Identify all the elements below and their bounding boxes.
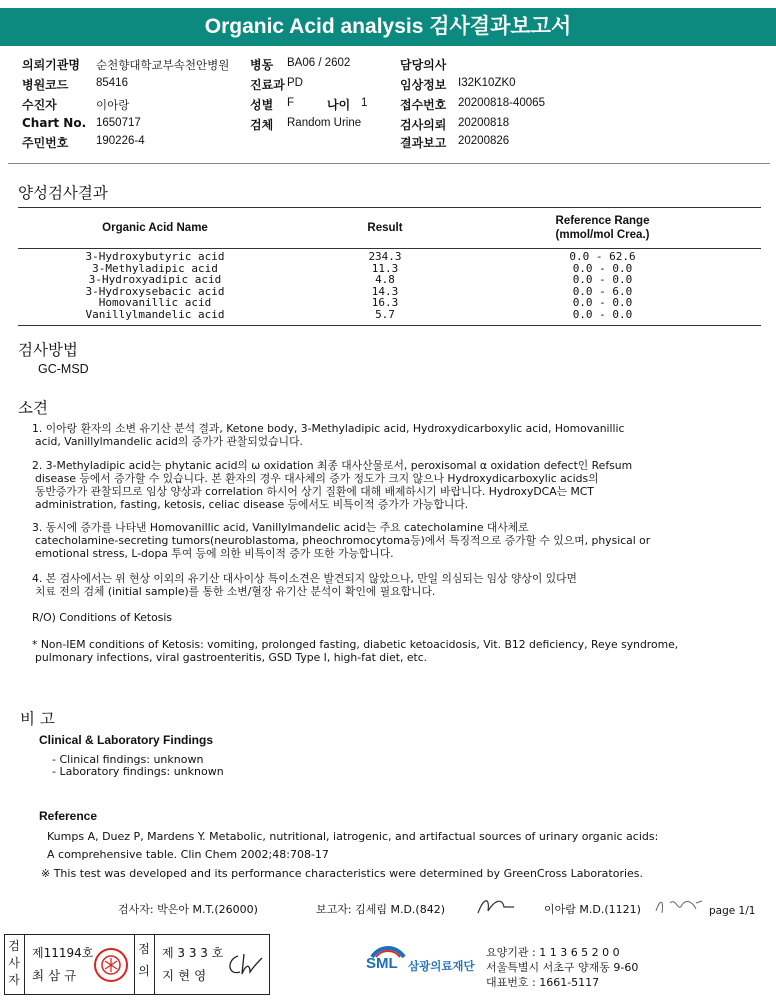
value-accession-no: 20200818-40065 — [458, 97, 545, 109]
value-clinical-info: I32K10ZK0 — [458, 77, 516, 89]
footer-box-left — [4, 934, 5, 995]
footer-box-divider — [134, 934, 135, 995]
label-age: 나이 — [327, 98, 351, 112]
cell-result: 16.3 — [371, 296, 399, 310]
value-patient: 이아랑 — [96, 100, 130, 112]
reference-line: Kumps A, Duez P, Mardens Y. Metabolic, nutritional, iatrogenic, and artifactual sources of urinary organic acids: — [47, 830, 659, 843]
cell-ref: 0.0 - 62.6 — [569, 250, 636, 263]
cell-name: 3-Hydroxysebacic acid — [85, 284, 225, 298]
rule-out-text: R/O) Conditions of Ketosis — [32, 611, 172, 624]
value-chart-no: 1650717 — [96, 117, 141, 129]
cell-result: 14.3 — [371, 284, 399, 298]
value-request-date: 20200818 — [458, 117, 510, 129]
disclaimer: ※ This test was developed and its performance characteristics were determined by GreenCross Laboratories. — [41, 867, 644, 880]
table-top-rule — [18, 207, 761, 208]
cell-name: 3-Hydroxyadipic acid — [88, 273, 222, 287]
label-resident-no: 주민번호 — [22, 136, 69, 150]
finding-line: 2. 3-Methyladipic acid는 phytanic acid의 ω oxidation 최종 대사산물로서, peroxisomal α oxidation defect인 Refsum — [32, 459, 633, 472]
ketosis-note — [32, 638, 678, 664]
label-specimen: 검체 — [250, 118, 274, 132]
finding-paragraph-1 — [32, 422, 625, 448]
cell-ref: 0.0 - 6.0 — [572, 284, 633, 298]
section-title-positive-results: 양성검사결과 — [18, 184, 108, 202]
cell-ref: 0.0 - 0.0 — [572, 296, 633, 310]
page-number: page 1/1 — [709, 905, 756, 917]
report-title: Organic Acid analysis 검사결과보고서 — [204, 15, 572, 38]
finding-paragraph-3 — [32, 521, 650, 560]
method-value: GC-MSD — [38, 362, 89, 376]
footer-box-divider — [24, 934, 25, 995]
third-signature-mark — [652, 893, 708, 919]
table-header-rule — [18, 248, 761, 249]
finding-line: 동반증가가 관찰되므로 임상 양상과 correlation 하시어 상기 질환에 대해 배제하시기 바랍니다. HydroxyDCA는 MCT — [35, 485, 594, 498]
address: 서울특별시 서초구 양재동 9-60 — [486, 961, 639, 974]
section-title-method: 검사방법 — [18, 341, 78, 359]
label-patient: 수진자 — [22, 98, 57, 112]
box2-license-no: 제 3 3 3 호 — [162, 946, 224, 960]
section-title-remarks: 비 고 — [20, 710, 55, 728]
note-line: * Non-IEM conditions of Ketosis: vomiting, prolonged fasting, diabetic ketoacidosis, Vit. B12 deficiency, Reye syndrome, — [32, 638, 679, 651]
value-department: PD — [287, 77, 303, 89]
phone: 대표번호 : 1661-5117 — [486, 976, 600, 989]
label-accession-no: 접수번호 — [400, 98, 447, 112]
note-line: pulmonary infections, viral gastroenteritis, GSD Type I, high-fat diet, etc. — [35, 651, 428, 664]
clinical-line: - Clinical findings: unknown — [52, 753, 204, 766]
cell-name: Vanillylmandelic acid — [85, 308, 225, 321]
label-request-date: 검사의뢰 — [400, 118, 447, 132]
cell-name: Homovanillic acid — [98, 296, 212, 310]
label-department: 진료과 — [250, 78, 285, 92]
label-doctor: 담당의사 — [400, 58, 447, 72]
value-requesting-institution: 순천향대학교부속천안병원 — [96, 60, 230, 72]
finding-line: 1. 이아랑 환자의 소변 유기산 분석 결과, Ketone body, 3-Methyladipic acid, Hydroxydicarboxylic acid, Homovanillic — [32, 422, 625, 435]
finding-line: emotional stress, L-dopa 투여 등에 의한 비특이적 증가 또한 가능합니다. — [35, 547, 394, 560]
cell-result: 4.8 — [375, 273, 395, 287]
finding-line: acid, Vanillylmandelic acid의 증가가 관찰되었습니다. — [35, 435, 303, 448]
value-ward: BA06 / 2602 — [287, 57, 351, 69]
box2-signature-mark — [224, 950, 264, 980]
value-sex: F — [287, 97, 295, 109]
box2-label: 점의 — [138, 942, 150, 978]
reference-line: A comprehensive table. Clin Chem 2002;48:708-17 — [47, 848, 329, 861]
reporter-signature: 보고자: 김세림 M.D.(842) — [316, 903, 445, 916]
finding-line: 치료 전의 검체 (initial sample)를 통한 소변/혈장 유기산 분석이 확인에 필요합니다. — [35, 585, 436, 598]
clinical-line: - Laboratory findings: unknown — [52, 765, 224, 778]
cell-result: 11.3 — [371, 261, 399, 275]
value-hospital-code: 85416 — [96, 77, 128, 89]
value-report-date: 20200826 — [458, 135, 510, 147]
label-chart-no: Chart No. — [22, 116, 87, 130]
clinical-findings-list — [52, 754, 224, 778]
finding-paragraph-4 — [32, 572, 577, 598]
cell-ref: 0.0 - 0.0 — [572, 261, 633, 275]
table-bottom-rule — [18, 325, 761, 326]
col-header-result: Result — [367, 222, 403, 234]
cell-ref: 0.0 - 0.0 — [572, 308, 633, 321]
cell-result: 5.7 — [375, 308, 395, 321]
footer-box-bottom — [4, 994, 270, 995]
box1-label: 검사자 — [8, 939, 20, 987]
institution-code: 요양기관 : 1 1 3 6 5 2 0 0 — [486, 946, 620, 959]
finding-line: 3. 동시에 증가를 나타낸 Homovanillic acid, Vanillylmandelic acid는 주요 catecholamine 대사체로 — [32, 521, 529, 534]
third-signature: 이아람 M.D.(1121) — [544, 903, 641, 916]
box2-name: 지 현 영 — [162, 968, 207, 983]
finding-paragraph-2 — [32, 459, 632, 511]
value-age: 1 — [361, 97, 368, 109]
label-clinical-info: 임상정보 — [400, 78, 447, 92]
tester-signature: 검사자: 박은아 M.T.(26000) — [118, 903, 258, 916]
cell-result: 234.3 — [368, 250, 402, 263]
finding-line: catecholamine-secreting tumors(neuroblastoma, pheochromocytoma등)에서 특징적으로 증가할 수 있으며, physical or — [35, 534, 651, 547]
box1-license-no: 제11194호 — [32, 946, 94, 960]
cell-name: 3-Hydroxybutyric acid — [85, 250, 225, 263]
value-specimen: Random Urine — [287, 117, 362, 129]
finding-line: administration, fasting, ketosis, celiac disease 등에서도 비특이적 증가가 가능합니다. — [35, 498, 469, 511]
col-header-name: Organic Acid Name — [102, 222, 208, 234]
logo-foundation-name: 삼광의료재단 — [408, 959, 475, 973]
footer-box-divider — [154, 934, 155, 995]
label-sex: 성별 — [250, 98, 274, 112]
label-hospital-code: 병원코드 — [22, 78, 69, 92]
cell-ref: 0.0 - 0.0 — [572, 273, 633, 287]
col-header-ref-units: (mmol/mol Crea.) — [555, 229, 650, 241]
col-header-ref-range: Reference Range — [555, 215, 650, 227]
value-resident-no: 190226-4 — [96, 135, 145, 147]
logo-sml-text: SML — [366, 955, 398, 972]
reference-title: Reference — [39, 809, 98, 823]
clinical-findings-title: Clinical & Laboratory Findings — [39, 733, 214, 747]
cell-name: 3-Methyladipic acid — [92, 261, 218, 275]
official-seal-stamp — [94, 948, 128, 982]
box1-name: 최 삼 규 — [32, 968, 77, 983]
finding-line: disease 등에서 증가할 수 있습니다. 본 환자의 경우 대사체의 증가 정도가 크지 않으나 Hydroxydicarboxylic acids의 — [35, 472, 599, 485]
finding-line: 4. 본 검사에서는 위 현상 이외의 유기산 대사이상 특이소견은 발견되지 않았으나, 만일 의심되는 임상 양상이 있다면 — [32, 572, 577, 585]
reference-text — [47, 828, 658, 864]
footer-box-right — [269, 934, 270, 995]
label-ward: 병동 — [250, 58, 274, 72]
footer-box-top — [4, 934, 270, 935]
label-requesting-institution: 의뢰기관명 — [22, 58, 80, 72]
divider — [8, 163, 770, 164]
reporter-signature-mark — [474, 893, 518, 919]
section-title-findings: 소견 — [18, 399, 48, 417]
label-report-date: 결과보고 — [400, 136, 447, 150]
